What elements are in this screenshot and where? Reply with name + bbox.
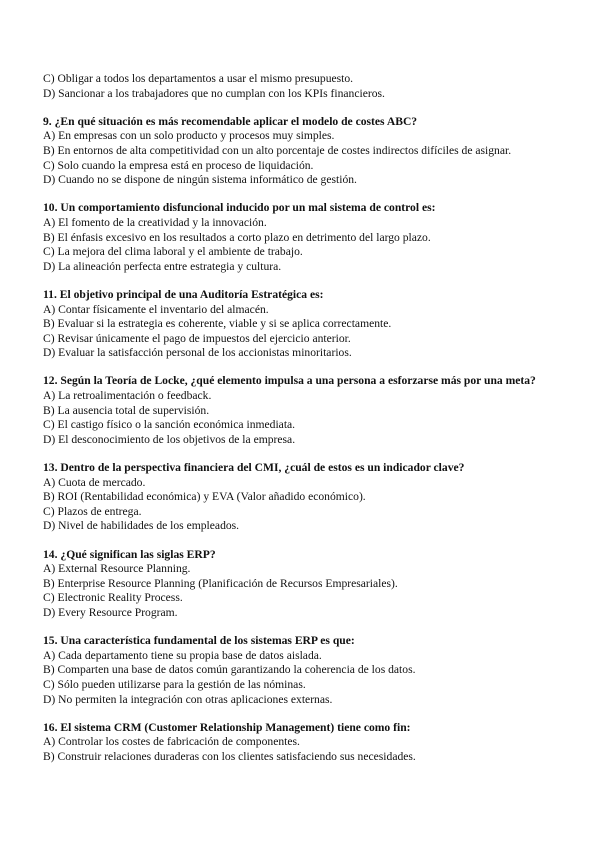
option-a: A) External Resource Planning.: [43, 562, 191, 576]
document-page: [43, 72, 573, 778]
option-a: A) Controlar los costes de fabricación de componentes.: [43, 735, 300, 749]
question-title: 12. Según la Teoría de Locke, ¿qué elemento impulsa a una persona a esforzarse más por una meta?: [43, 374, 536, 388]
question-11: [43, 288, 573, 361]
option-d: D) Sancionar a los trabajadores que no cumplan con los KPIs financieros.: [43, 86, 385, 100]
question-13: [43, 461, 573, 534]
option-a: A) Cada departamento tiene su propia base de datos aislada.: [43, 648, 322, 662]
option-a: A) Contar físicamente el inventario del almacén.: [43, 302, 269, 316]
question-title: 13. Dentro de la perspectiva financiera del CMI, ¿cuál de estos es un indicador clave?: [43, 461, 465, 475]
option-d: D) Cuando no se dispone de ningún sistema informático de gestión.: [43, 173, 357, 187]
question-14: [43, 548, 573, 621]
option-d: D) Every Resource Program.: [43, 605, 178, 619]
option-b: B) Enterprise Resource Planning (Planificación de Recursos Empresariales).: [43, 576, 398, 590]
option-c: C) Revisar únicamente el pago de impuestos del ejercicio anterior.: [43, 331, 351, 345]
option-c: C) La mejora del clima laboral y el ambiente de trabajo.: [43, 245, 303, 259]
question-title: 14. ¿Qué significan las siglas ERP?: [43, 547, 216, 561]
option-c: C) Electronic Reality Process.: [43, 591, 183, 605]
option-a: A) La retroalimentación o feedback.: [43, 389, 212, 403]
option-d: D) El desconocimiento de los objetivos de la empresa.: [43, 432, 296, 446]
option-a: A) Cuota de mercado.: [43, 475, 146, 489]
option-b: B) Construir relaciones duraderas con los clientes satisfaciendo sus necesidades.: [43, 749, 416, 763]
question-10: [43, 201, 573, 274]
option-b: B) Comparten una base de datos común garantizando la coherencia de los datos.: [43, 663, 416, 677]
question-title: 9. ¿En qué situación es más recomendable aplicar el modelo de costes ABC?: [43, 114, 418, 128]
question-title: 10. Un comportamiento disfuncional inducido por un mal sistema de control es:: [43, 201, 436, 215]
option-b: B) ROI (Rentabilidad económica) y EVA (Valor añadido económico).: [43, 490, 366, 504]
option-b: B) En entornos de alta competitividad con un alto porcentaje de costes indirectos difíciles de asignar.: [43, 143, 512, 157]
question-16: [43, 721, 573, 765]
question-title: 11. El objetivo principal de una Auditoría Estratégica es:: [43, 287, 324, 301]
intro-options: [43, 72, 573, 101]
question-15: [43, 634, 573, 707]
option-a: A) El fomento de la creatividad y la innovación.: [43, 215, 267, 229]
option-d: D) No permiten la integración con otras aplicaciones externas.: [43, 692, 333, 706]
option-c: C) Solo cuando la empresa está en proceso de liquidación.: [43, 158, 314, 172]
option-c: C) El castigo físico o la sanción económica inmediata.: [43, 418, 296, 432]
option-c: C) Sólo pueden utilizarse para la gestión de las nóminas.: [43, 677, 306, 691]
option-d: D) Evaluar la satisfacción personal de los accionistas minoritarios.: [43, 346, 352, 360]
option-b: B) Evaluar si la estrategia es coherente, viable y si se aplica correctamente.: [43, 317, 392, 331]
option-b: B) La ausencia total de supervisión.: [43, 403, 210, 417]
option-b: B) El énfasis excesivo en los resultados a corto plazo en detrimento del largo plazo.: [43, 230, 431, 244]
option-c: C) Plazos de entrega.: [43, 504, 142, 518]
question-12: [43, 374, 573, 447]
option-d: D) Nivel de habilidades de los empleados.: [43, 519, 240, 533]
option-d: D) La alineación perfecta entre estrategia y cultura.: [43, 259, 282, 273]
question-title: 15. Una característica fundamental de los sistemas ERP es que:: [43, 634, 355, 648]
option-a: A) En empresas con un solo producto y procesos muy simples.: [43, 129, 335, 143]
option-c: C) Obligar a todos los departamentos a usar el mismo presupuesto.: [43, 72, 354, 85]
question-title: 16. El sistema CRM (Customer Relationship Management) tiene como fin:: [43, 720, 411, 734]
question-9: [43, 115, 573, 188]
